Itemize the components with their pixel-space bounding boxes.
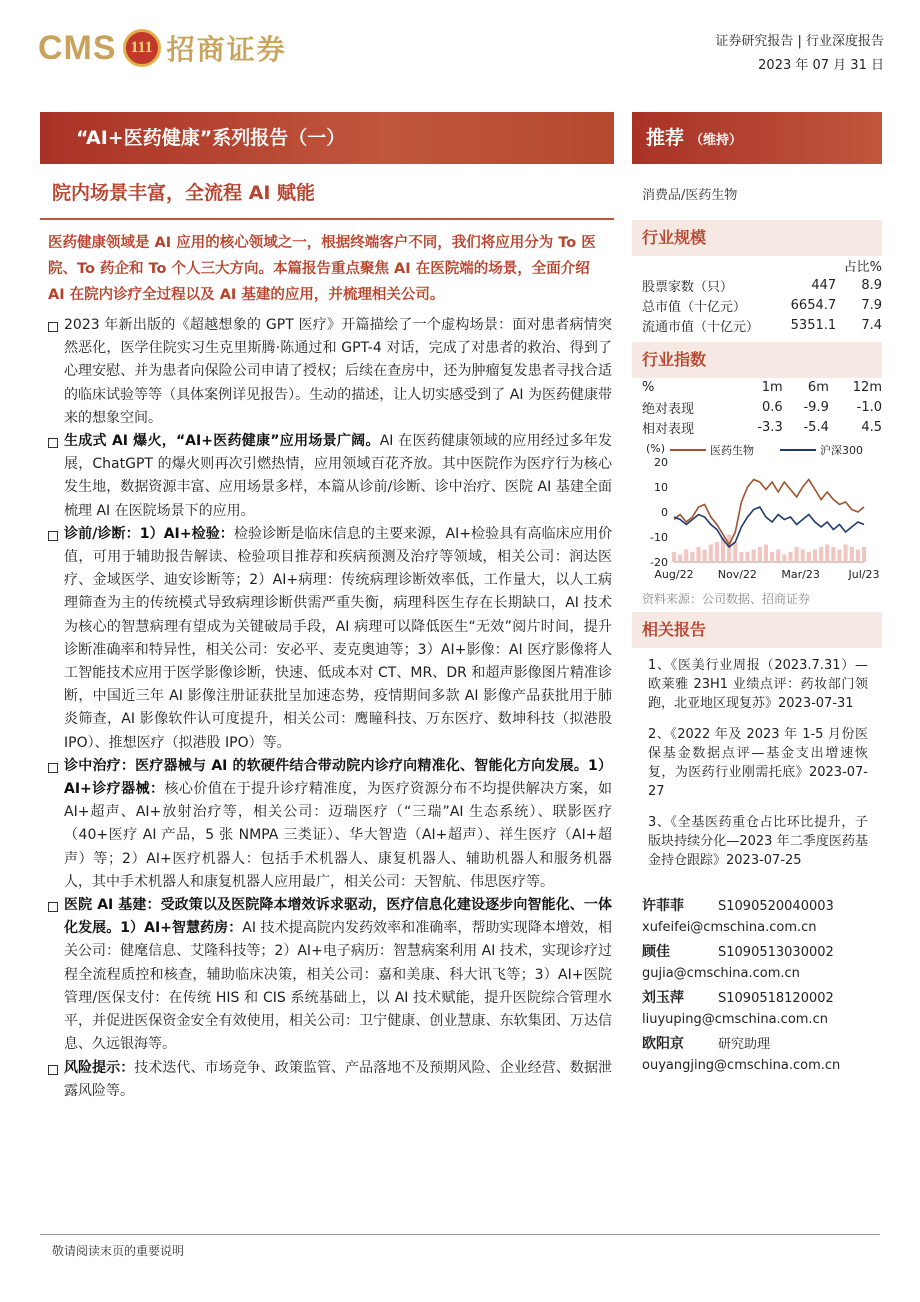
relative-bar (703, 550, 707, 563)
bullet-1 (46, 430, 612, 523)
footer-note: 敬请阅读末页的重要说明 (52, 1244, 185, 1258)
table-row (642, 315, 882, 335)
report-body (46, 314, 612, 1103)
row-label: 总市值（十亿元） (642, 299, 747, 315)
relative-bar (678, 555, 682, 563)
logo-cms-text: CMS (38, 28, 117, 67)
col-header: 1m (761, 379, 783, 395)
bullet-lead: 诊中治疗：医疗器械与 AI 的软硬件结合带动院内诊疗向精准化、智能化方向发展。1）AI+诊疗器械： (64, 757, 612, 798)
analyst-name: 许菲菲 (642, 898, 684, 914)
table-row (642, 275, 882, 295)
row-value: 6654.7 (790, 297, 837, 313)
table-header-row (642, 377, 882, 397)
section-related-reports: 相关报告 (632, 612, 882, 648)
report-abstract: 医药健康领域是 AI 应用的核心领域之一，根据终端客户不同，我们将应用分为 To 医院、To 药企和 To 个人三大方向。本篇报告重点聚焦 AI 在医院端的场景，全面介绍 AI 在院内诊疗全过程以及 AI 基建的应用，并梳理相关公司。 (48, 235, 596, 303)
table-row (642, 417, 882, 437)
relative-bar (850, 547, 854, 562)
rating-sub: （维持） (690, 133, 743, 148)
relative-bar (745, 552, 749, 562)
analyst-email[interactable]: gujia@cmschina.com.cn (642, 966, 800, 981)
relative-bar (776, 550, 780, 563)
analyst-name: 刘玉萍 (642, 990, 684, 1006)
footer-divider (40, 1234, 880, 1235)
bullet-lead: 生成式 AI 爆火，“AI+医药健康”应用场景广阔。 (64, 433, 380, 450)
index-chart (640, 436, 882, 586)
series-banner: “AI+医药健康”系列报告（一） (40, 112, 614, 164)
bullet-0 (46, 314, 612, 430)
row-value: -3.3 (757, 419, 783, 435)
relative-bar (862, 547, 866, 562)
y-tick-label: -10 (650, 531, 668, 544)
report-type: 证券研究报告 | 行业深度报告 (715, 34, 884, 49)
cms-logo (38, 28, 287, 68)
relative-bar (819, 547, 823, 562)
y-axis-label: (%) (646, 442, 666, 455)
x-tick-label: Aug/22 (654, 568, 694, 581)
row-value: 0.6 (762, 399, 783, 415)
analyst-email[interactable]: ouyangjing@cmschina.com.cn (642, 1058, 841, 1073)
relative-bar (837, 550, 841, 563)
relative-bar (813, 550, 817, 563)
relative-bar (684, 550, 688, 563)
row-label: 股票家数（只） (642, 279, 734, 295)
series-line-hs300 (674, 507, 864, 547)
analyst-id: S1090513030002 (718, 945, 834, 960)
row-value: -9.9 (803, 399, 829, 415)
related-report-link[interactable]: 3、《全基医药重仓占比环比提升，子版块持续分化—2023 年二季度医药基金持仓跟踪》2023-07-25 (648, 815, 868, 868)
relative-bar (709, 545, 713, 563)
row-value: -5.4 (803, 419, 829, 435)
logo-mark-icon: 111 (123, 29, 161, 67)
y-tick-label: -20 (650, 556, 668, 569)
table-header-row (642, 255, 882, 275)
row-value: -1.0 (856, 399, 882, 415)
x-tick-label: Mar/23 (781, 568, 820, 581)
relative-bar (696, 547, 700, 562)
relative-bar (733, 542, 737, 562)
relative-bar (831, 547, 835, 562)
subtitle-divider (40, 218, 614, 220)
relative-bar (739, 552, 743, 562)
index-chart-svg (640, 436, 882, 586)
x-tick-label: Nov/22 (717, 568, 757, 581)
sector-label: 消费品/医药生物 (642, 188, 738, 203)
relative-bar (770, 552, 774, 562)
relative-bar (715, 542, 719, 562)
bullet-text: 检验诊断是临床信息的主要来源，AI+检验具有高临床应用价值，可用于辅助报告解读、检验项目推荐和疾病预测及治疗等领域，相关公司：润达医疗、金域医学、迪安诊断等；2）AI+病理：传统病理诊断效率低，工作量大，以人工病理筛查为主的传统模式导致病理诊断供需严重失衡，病理科医生存在长期缺口，AI 技术为核心的智慧病理有望成为关键破局手段，AI 病理可以降低医生“无效”阅片时间，提升诊断准确率和特异性，相关公司：安必平、麦克奥迪等；3）AI+影像：AI 医疗影像将人工智能技术应用于医学影像诊断，快速、低成本对 CT、MR、DR 和超声影像图片精准诊断，中国近三年 AI 影像注册证获批呈加速态势，疫情期间多款 AI 影像产品获批用于肺炎筛查，AI 影像软件认可度提升，相关公司：鹰瞳科技、万东医疗、数坤科技（拟港股 IPO）、推想医疗（拟港股 IPO）等。 (64, 525, 612, 751)
relative-bar (752, 550, 756, 563)
analyst-email[interactable]: xufeifei@cmschina.com.cn (642, 920, 817, 935)
relative-bar (807, 552, 811, 562)
relative-bar (795, 547, 799, 562)
section-industry-scale: 行业规模 (632, 220, 882, 256)
table-row (642, 295, 882, 315)
row-value: 4.5 (861, 419, 882, 435)
logo-chinese-text: 招商证券 (166, 33, 287, 66)
analyst-entry (642, 1034, 882, 1076)
analyst-id: 研究助理 (718, 1037, 771, 1052)
relative-bar (782, 555, 786, 563)
row-pct: 7.4 (861, 317, 882, 333)
bullet-text: 核心价值在于提升诊疗精准度，为医疗资源分布不均提供解决方案，如 AI+超声、AI+放射治疗等，相关公司：迈瑞医疗（“三瑞”AI 生态系统）、联影医疗（40+医疗 AI 产品，5 张 NMPA 三类证）、华大智造（AI+超声）、祥生医疗（AI+超声）等；2）AI+医疗机器人：包括手术机器人、康复机器人、辅助机器人和服务机器人，其中手术机器人和康复机器人应用最广，相关公司：天智航、伟思医疗等。 (64, 781, 612, 890)
analyst-entry (642, 988, 882, 1030)
industry-index-table (642, 377, 882, 437)
relative-bar (844, 545, 848, 563)
bullet-lead: 诊前/诊断：1）AI+检验： (64, 525, 234, 542)
relative-bar (764, 545, 768, 563)
row-pct: 8.9 (861, 277, 882, 293)
header-meta (715, 30, 884, 78)
legend-label-hs300: 沪深300 (820, 444, 863, 457)
bullet-text: AI 技术提高院内发药效率和准确率，帮助实现降本增效，相关公司：健麾信息、艾隆科技等；2）AI+电子病历：智慧病案利用 AI 技术，实现诊疗过程全流程质控和核查，辅助临床决策，相关公司：嘉和美康、科大讯飞等；3）AI+医院管理/医保支付：在传统 HIS 和 CIS 系统基础上，以 AI 技术赋能，提升医院综合管理水平，并促进医保资金安全有效使用，相关公司：卫宁健康、创业慧康、东软集团、万达信息、久远银海等。 (64, 920, 613, 1053)
analyst-name: 顾佳 (642, 944, 670, 960)
row-pct: 7.9 (861, 297, 882, 313)
table-row (642, 397, 882, 417)
related-report-link[interactable]: 2、《2022 年及 2023 年 1-5 月份医保基金数据点评—基金支出增速恢复，为医药行业刚需托底》2023-07-27 (648, 727, 868, 799)
col-header: 12m (852, 379, 882, 395)
bullet-lead: 风险提示： (64, 1059, 135, 1076)
relative-bar (758, 547, 762, 562)
row-label: 流通市值（十亿元） (642, 319, 760, 335)
relative-bar (801, 550, 805, 563)
y-tick-label: 20 (654, 456, 668, 469)
report-date: 2023 年 07 月 31 日 (758, 58, 884, 73)
series-line-pharma (674, 480, 864, 545)
relative-bar (727, 535, 731, 563)
relative-bar (856, 550, 860, 563)
analyst-id: S1090518120002 (718, 991, 834, 1006)
bullet-4 (46, 894, 612, 1056)
relative-bar (825, 545, 829, 563)
col-header: 6m (807, 379, 829, 395)
row-label: 相对表现 (642, 421, 695, 437)
bullet-lead: 医院 AI 基建：受政策以及医院降本增效诉求驱动，医疗信息化建设逐步向智能化、一体化发展。1）AI+智慧药房： (64, 897, 612, 937)
related-report-link[interactable]: 1、《医美行业周报（2023.7.31）—欧莱雅 23H1 业绩点评：药妆部门领跑，北亚地区现复苏》2023-07-31 (648, 658, 868, 711)
analyst-list (642, 896, 882, 1080)
rating-box (632, 112, 882, 164)
legend-label-pharma: 医药生物 (710, 444, 754, 457)
bullet-2 (46, 523, 612, 755)
relative-bar (672, 552, 676, 562)
section-industry-index: 行业指数 (632, 342, 882, 378)
row-value: 5351.1 (790, 317, 837, 333)
pct-header: 占比% (843, 259, 882, 275)
bullet-text: 2023 年新出版的《超越想象的 GPT 医疗》开篇描绘了一个虚构场景：面对患者病情突然恶化，医学住院实习生克里斯腾·陈通过和 GPT-4 对话，完成了对患者的救治、得到了心理安慰、并为患者向保险公司申请了授权；后续在查房中，还为肿瘤复发患者寻找合适的临床试验等等（具体案例详见报告）。生动的描述，让人切实感受到了 AI 为医药健康带来的想象空间。 (64, 317, 612, 426)
relative-bar (690, 552, 694, 562)
rating-main: 推荐 (646, 127, 685, 149)
bullet-text: 技术迭代、市场竞争、政策监管、产品落地不及预期风险、企业经营、数据泄露风险等。 (64, 1059, 613, 1099)
relative-bar (788, 552, 792, 562)
analyst-id: S1090520040003 (718, 899, 834, 914)
x-tick-label: Jul/23 (848, 568, 880, 581)
y-tick-label: 0 (661, 506, 668, 519)
page-header (0, 0, 920, 92)
bullet-3 (46, 755, 612, 894)
row-label: 绝对表现 (642, 401, 695, 417)
analyst-email[interactable]: liuyuping@cmschina.com.cn (642, 1012, 828, 1027)
report-subtitle: 院内场景丰富，全流程 AI 赋能 (52, 182, 316, 204)
analyst-entry (642, 896, 882, 938)
row-value: 447 (811, 277, 837, 293)
chart-source: 资料来源：公司数据、招商证券 (642, 592, 811, 606)
analyst-name: 欧阳京 (642, 1036, 684, 1052)
bullet-text: AI 在医药健康领域的应用经过多年发展，ChatGPT 的爆火则再次引燃热情，应用领域百花齐放。其中医院作为医疗行为核心发生地，数据资源丰富、应用场景多样，本篇从诊前/诊断、诊中治疗、医院 AI 基建全面梳理 AI 在医院场景下的应用。 (64, 433, 613, 519)
col-header: % (642, 379, 655, 395)
bullet-5 (46, 1057, 612, 1103)
related-reports-list (648, 656, 868, 882)
y-tick-label: 10 (654, 481, 668, 494)
industry-scale-table (642, 255, 882, 335)
analyst-entry (642, 942, 882, 984)
